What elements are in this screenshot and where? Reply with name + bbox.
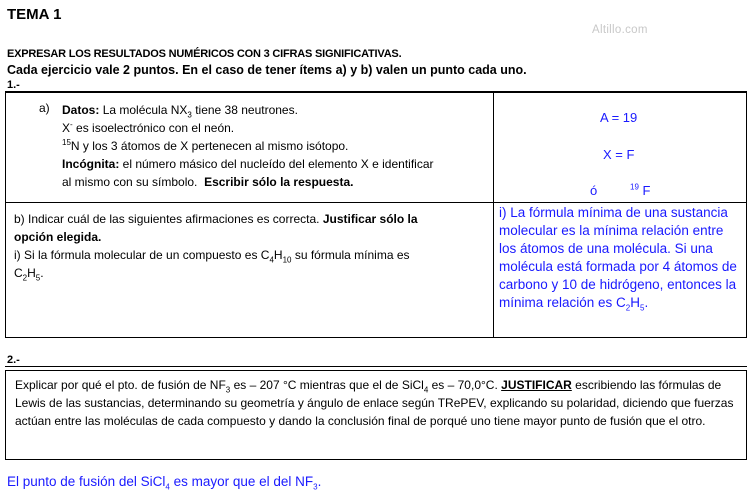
question-1-number: 1.- (7, 79, 20, 91)
q1b-line-2: opción elegida. (14, 230, 102, 244)
q1a-answer-mass-number: A = 19 (600, 110, 638, 125)
q1b-line-1: b) Indicar cuál de las siguientes afirmaciones es correcta. Justificar sólo la (14, 212, 418, 226)
q1b-statement (14, 210, 479, 282)
q1a-answer-nuclide: $^{19}$ F (630, 182, 651, 198)
watermark: Altillo.com (592, 24, 648, 36)
q1a-isotope-line: $^{15}$N y los 3 átomos de X pertenecen al mismo isótopo. (62, 138, 349, 153)
q1a-incognita-line: Incógnita: el número másico del nucleído del elemento X e identificar (62, 157, 434, 171)
q1b-line-3: i) Si la fórmula molecular de un compuesto es $C_4H_{10}$ su fórmula mínima es (14, 248, 410, 265)
q1-column-divider (493, 92, 494, 338)
q1a-statement (62, 101, 487, 191)
q1a-label: a) (39, 101, 50, 115)
q2-top-rule (5, 366, 747, 367)
q2-statement: Explicar por qué el pto. de fusión de $NF_3$ es – 207 °C mientras que el de SiCl$_4$ es – 70,0°C. JUSTIFICAR escribiendo las fórmulas de Lewis de las sustancias, determinando su geometría y ángulo de enlace según TRePEV, explicando su polaridad, diciendo que fuerzas actúan entre las moléculas de cada compuesto y dando la conclusión final de porqué uno tiene mayor punto de fusión que el otro. (15, 378, 734, 428)
q1a-answer-element: X = F (603, 147, 635, 162)
instruction-sig-figs: EXPRESAR LOS RESULTADOS NUMÉRICOS CON 3 CIFRAS SIGNIFICATIVAS. (7, 48, 402, 60)
q1b-line-4: $C_2H_5$. (14, 266, 44, 283)
q1a-datos-line: Datos: La molécula $NX_3$ tiene 38 neutrones. (62, 103, 298, 120)
question-2-number: 2.- (7, 354, 20, 366)
instruction-points: Cada ejercicio vale 2 puntos. En el caso de tener ítems a) y b) valen un punto cada uno. (7, 63, 527, 77)
page-title: TEMA 1 (7, 6, 62, 23)
q1b-answer: i) La fórmula mínima de una sustancia molecular es la mínima relación entre los átomos de una molécula. Si una molécula está formada por 4 átomos de carbono y 10 de hidrógeno, entonces la mínima relación es $C_2H_5$. (499, 205, 737, 313)
justificar-emphasis: JUSTIFICAR (501, 378, 572, 392)
q1a-incognita-line-2: al mismo con su símbolo. Escribir sólo la respuesta. (62, 175, 354, 189)
q2-answer: El punto de fusión del SiCl$_4$ es mayor que el del $NF_3$. (7, 474, 322, 492)
q1-row-divider (5, 202, 747, 203)
q1a-ion-line: X- es isoelectrónico con el neón. (62, 120, 235, 135)
q1a-answer-or: ó (590, 183, 598, 198)
